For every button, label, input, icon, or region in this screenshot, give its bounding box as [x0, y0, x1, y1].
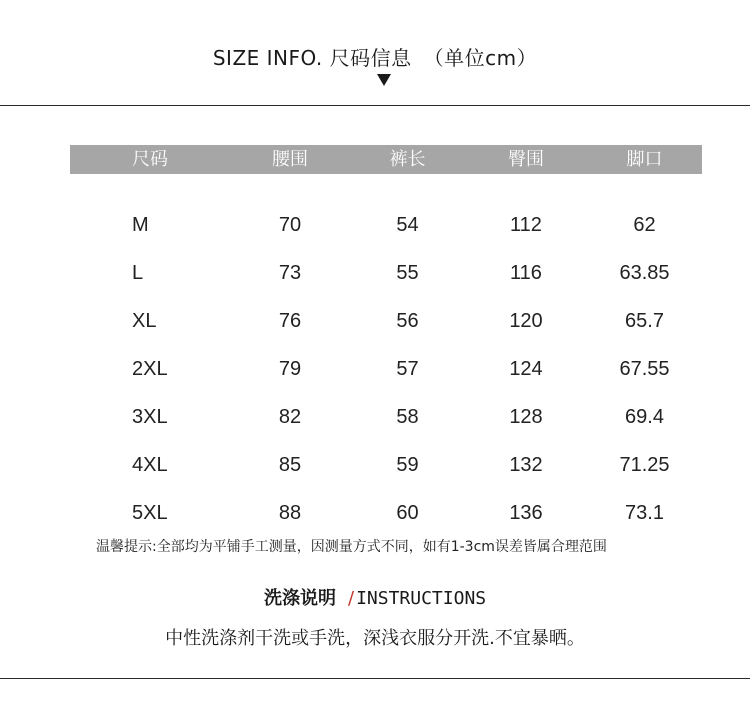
- cell-waist: 70: [278, 213, 302, 236]
- header-waist: 腰围: [272, 149, 308, 170]
- wash-title-slash: /: [348, 588, 355, 609]
- table-row: [70, 489, 702, 537]
- cell-hip: 124: [509, 357, 543, 380]
- header-length: 裤长: [389, 149, 426, 170]
- cell-hem: 63.85: [619, 261, 670, 284]
- title-cn: 尺码信息: [329, 46, 412, 70]
- cell-waist: 76: [278, 309, 302, 332]
- cell-length: 59: [396, 453, 419, 476]
- table-row: [70, 297, 702, 345]
- size-table-header: [70, 145, 702, 174]
- cell-length: 56: [396, 309, 419, 332]
- cell-waist: 82: [278, 405, 302, 428]
- cell-hip: 136: [509, 501, 543, 524]
- cell-size: M: [132, 213, 149, 236]
- wash-instructions-text: 中性洗涤剂干洗或手洗，深浅衣服分开洗.不宜暴晒。: [165, 628, 585, 649]
- header-size: 尺码: [132, 149, 168, 170]
- cell-size: L: [132, 261, 144, 284]
- cell-waist: 85: [278, 453, 302, 476]
- cell-length: 55: [396, 261, 419, 284]
- cell-hip: 112: [510, 213, 542, 236]
- cell-hem: 73.1: [625, 501, 664, 524]
- cell-hip: 116: [510, 261, 542, 284]
- header-hem: 脚口: [626, 149, 663, 170]
- wash-title-cn: 洗涤说明: [264, 588, 336, 609]
- cell-size: 4XL: [132, 453, 168, 476]
- table-row: [70, 441, 702, 489]
- cell-size: 2XL: [132, 357, 168, 380]
- cell-length: 58: [396, 405, 419, 428]
- title-unit: （单位cm）: [423, 46, 538, 70]
- cell-waist: 73: [278, 261, 302, 284]
- header-hip: 臀围: [508, 149, 544, 170]
- cell-hip: 132: [509, 453, 543, 476]
- cell-hip: 120: [509, 309, 543, 332]
- table-row: [70, 393, 702, 441]
- down-arrow-icon: [377, 74, 391, 86]
- wash-instructions-title: [264, 584, 486, 610]
- cell-hem: 65.7: [625, 309, 664, 332]
- cell-length: 54: [396, 213, 419, 236]
- cell-hem: 71.25: [619, 453, 670, 476]
- size-table-body: [70, 201, 702, 537]
- cell-waist: 79: [278, 357, 302, 380]
- cell-size: 3XL: [132, 405, 168, 428]
- wash-title-en: INSTRUCTIONS: [356, 588, 487, 609]
- cell-length: 60: [396, 501, 419, 524]
- cell-hem: 67.55: [619, 357, 670, 380]
- cell-waist: 88: [278, 501, 302, 524]
- page-title: [0, 42, 750, 71]
- table-row: [70, 201, 702, 249]
- table-row: [70, 249, 702, 297]
- cell-hem: 69.4: [625, 405, 664, 428]
- cell-length: 57: [396, 357, 419, 380]
- cell-hem: 62: [633, 213, 656, 236]
- divider-top: [0, 105, 750, 106]
- cell-size: XL: [132, 309, 157, 332]
- divider-bottom: [0, 678, 750, 679]
- measurement-note: 温馨提示:全部均为平铺手工测量，因测量方式不同，如有1-3cm误差皆属合理范围: [96, 539, 607, 555]
- table-row: [70, 345, 702, 393]
- title-en: SIZE INFO.: [212, 46, 323, 70]
- cell-size: 5XL: [132, 501, 168, 524]
- cell-hip: 128: [509, 405, 543, 428]
- size-table: [70, 145, 702, 537]
